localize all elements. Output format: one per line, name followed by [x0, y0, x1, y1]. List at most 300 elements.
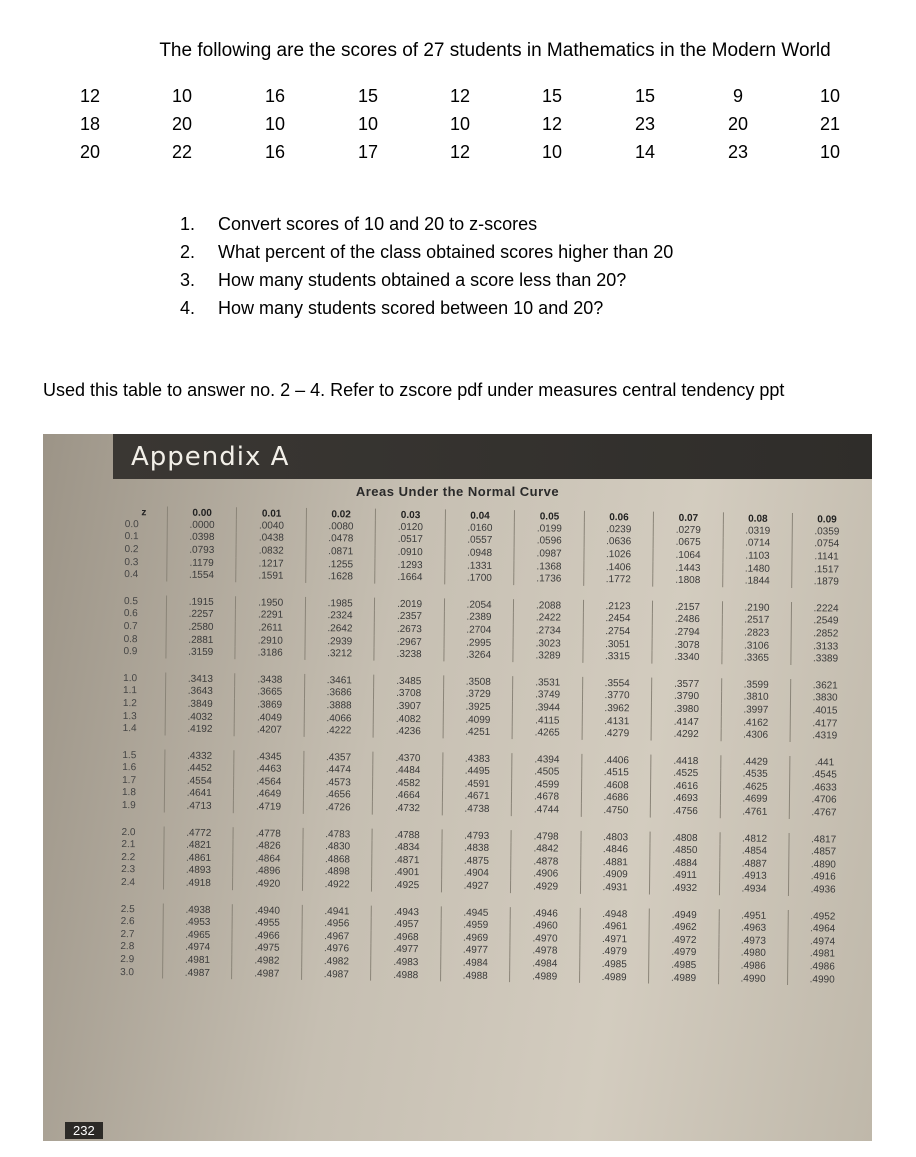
area-cell: .4896 [233, 865, 303, 878]
area-cell: .3186 [235, 647, 305, 660]
area-cell: .3708 [374, 687, 444, 700]
area-cell: .4938 [163, 903, 233, 916]
area-cell: .4982 [302, 955, 372, 968]
area-cell: .4177 [790, 717, 858, 730]
area-cell: .1406 [584, 561, 654, 574]
area-cell: .0793 [167, 544, 237, 557]
area-cell: .4983 [371, 956, 441, 969]
area-cell: .3212 [305, 647, 375, 660]
score-cell: 20 [727, 114, 749, 134]
area-cell: .1517 [792, 563, 860, 576]
z-value-cell: 2.8 [120, 941, 135, 953]
area-cell: .4162 [721, 716, 791, 729]
area-cell: .0279 [653, 524, 723, 537]
area-cell: .0754 [792, 538, 860, 551]
area-cell: .0319 [723, 524, 793, 537]
area-cell: .4988 [440, 969, 510, 982]
area-cell: .4495 [443, 765, 513, 778]
area-cell: .4962 [649, 921, 719, 934]
area-cell: .4987 [301, 968, 371, 981]
area-cell: .3238 [374, 648, 444, 661]
area-cell: .4975 [232, 942, 302, 955]
area-cell: .1331 [445, 559, 515, 572]
z-value-cell: 1.9 [121, 800, 136, 812]
area-cell: .4732 [373, 802, 443, 815]
area-cell: .2939 [305, 635, 375, 648]
score-cell: 12 [541, 114, 563, 134]
area-cell: .4922 [302, 878, 372, 891]
area-cell: .4931 [580, 881, 650, 894]
area-cell: .3869 [235, 698, 305, 711]
area-cell: .4826 [233, 840, 303, 853]
area-cell: .4798 [511, 830, 581, 843]
area-cell: .4973 [719, 934, 789, 947]
area-cell: .4984 [510, 957, 580, 970]
area-cell: .4985 [649, 959, 719, 972]
area-cell: .1591 [236, 570, 306, 583]
area-cell: .3980 [652, 703, 722, 716]
question-text: Convert scores of 10 and 20 to z-scores [218, 214, 538, 234]
area-cell: .4971 [580, 933, 650, 946]
score-cell: 10 [819, 86, 841, 106]
z-value-cell: 2.9 [120, 954, 135, 966]
area-cell: .4966 [232, 929, 302, 942]
area-cell: .3849 [165, 698, 235, 711]
area-cell: .4582 [373, 777, 443, 790]
score-cell: 18 [79, 114, 101, 134]
area-cell: .4956 [302, 917, 372, 930]
z-value-cell: 1.7 [122, 774, 137, 787]
area-cell: .4474 [304, 763, 374, 776]
area-cell: .2910 [236, 634, 306, 647]
area-cell: .4913 [719, 870, 789, 883]
scores-grid [0, 86, 916, 170]
area-cell: .2357 [375, 610, 445, 623]
score-cell: 15 [634, 86, 656, 106]
area-cell: .4943 [372, 905, 442, 918]
area-cell: .4032 [165, 710, 235, 723]
score-cell: 15 [541, 86, 563, 106]
area-cell: .2422 [514, 612, 584, 625]
z-value-cell: 2.6 [120, 916, 135, 928]
area-cell: .4332 [165, 749, 235, 762]
area-cell: .1808 [653, 574, 723, 587]
area-cell: .4951 [719, 909, 789, 922]
area-cell: .4904 [441, 867, 511, 880]
area-cell: .2486 [653, 613, 723, 626]
area-cell: .1700 [445, 572, 515, 585]
area-cell: .4941 [302, 905, 372, 918]
area-cell: .4838 [442, 842, 512, 855]
area-cell: .2704 [444, 624, 514, 637]
score-row [0, 86, 916, 114]
area-cell: .4887 [719, 857, 789, 870]
area-cell: .4936 [789, 883, 857, 896]
area-cell: .3023 [513, 637, 583, 650]
area-cell: .4066 [304, 712, 374, 725]
z-value-cell: 1.1 [123, 685, 138, 697]
area-cell: .3888 [304, 699, 374, 712]
area-cell: .4049 [235, 711, 305, 724]
score-cell: 14 [634, 142, 656, 162]
area-cell: .3159 [166, 646, 236, 659]
z-value-cell: 2.2 [121, 851, 136, 864]
area-cell: .4265 [512, 726, 582, 739]
area-cell: .4861 [164, 852, 234, 865]
z-value-cell: 0.7 [123, 620, 138, 633]
question-text: How many students obtained a score less than 20? [218, 270, 627, 290]
area-cell: .4656 [303, 789, 373, 802]
area-cell: .1772 [584, 573, 654, 586]
area-cell: .4976 [302, 943, 372, 956]
score-cell: 12 [449, 86, 471, 106]
area-cell: .4990 [718, 972, 788, 985]
area-cell: .3997 [721, 703, 791, 716]
question-number: 1. [180, 214, 196, 234]
table-header-cell: 0.02 [306, 508, 376, 521]
z-value-cell: 2.0 [121, 826, 136, 838]
area-cell: .4967 [302, 930, 372, 943]
area-cell: .4772 [164, 826, 234, 839]
area-cell: .4406 [582, 754, 652, 767]
area-cell: .1480 [723, 562, 793, 575]
table-caption: Areas Under the Normal Curve [355, 484, 560, 499]
area-cell: .1293 [375, 558, 445, 571]
score-cell: 10 [449, 114, 471, 134]
score-row [0, 114, 916, 142]
area-cell: .4982 [232, 954, 302, 967]
score-cell: 10 [357, 114, 379, 134]
area-cell: .4901 [372, 866, 442, 879]
area-cell: .0714 [723, 537, 793, 550]
score-cell: 23 [634, 114, 656, 134]
area-cell: .4881 [581, 856, 651, 869]
area-cell: .4927 [441, 880, 511, 893]
area-cell: .0000 [167, 518, 237, 531]
area-cell: .4738 [442, 803, 512, 816]
area-cell: .4980 [719, 947, 789, 960]
area-cell: .1103 [723, 549, 793, 562]
area-cell: .3729 [443, 688, 513, 701]
area-cell: .4977 [371, 943, 441, 956]
z-value-cell: 0.1 [124, 531, 139, 543]
area-cell: .4783 [303, 828, 373, 841]
area-cell: .2157 [653, 601, 723, 614]
z-value-cell: 1.8 [121, 787, 136, 799]
table-header-cell: 0.03 [376, 509, 446, 522]
score-cell: 20 [171, 114, 193, 134]
area-cell: .2324 [305, 609, 375, 622]
area-cell: .4987 [163, 966, 233, 979]
area-cell: .4345 [234, 750, 304, 763]
area-cell: .0160 [445, 521, 515, 534]
score-cell: 16 [264, 142, 286, 162]
area-cell: .0359 [792, 525, 860, 538]
z-value-cell: 3.0 [120, 966, 135, 978]
area-cell: .4981 [163, 954, 233, 967]
area-cell: .4970 [510, 932, 580, 945]
area-cell: .4959 [441, 919, 511, 932]
area-cell: .4251 [443, 726, 513, 739]
instruction-note: Used this table to answer no. 2 – 4. Refer to zscore pdf under measures central tendency ppt [43, 380, 785, 400]
area-cell: .4279 [582, 727, 652, 740]
area-cell: .4744 [512, 803, 582, 816]
area-cell: .4934 [719, 883, 789, 896]
question-item [180, 210, 673, 238]
area-cell: .4953 [163, 916, 233, 929]
area-cell: .4854 [720, 845, 790, 858]
area-cell: .4955 [233, 917, 303, 930]
question-number: 4. [180, 298, 196, 318]
area-cell: .3554 [582, 677, 652, 690]
z-value-cell: 2.4 [120, 877, 136, 889]
area-cell: .4893 [164, 864, 234, 877]
area-cell: .1179 [167, 556, 237, 569]
area-cell: .4515 [581, 766, 651, 779]
area-cell: .4599 [512, 778, 582, 791]
score-cell: 17 [357, 142, 379, 162]
area-cell: .4972 [649, 934, 719, 947]
area-cell: .3686 [304, 686, 374, 699]
area-cell: .4945 [441, 906, 511, 919]
area-cell: .3770 [582, 689, 652, 702]
area-cell: .4383 [443, 752, 513, 765]
score-cell: 12 [449, 142, 471, 162]
area-cell: .2190 [722, 601, 792, 614]
area-cell: .2967 [374, 635, 444, 648]
area-cell: .2088 [514, 599, 584, 612]
area-cell: .3810 [721, 691, 791, 704]
score-cell: 21 [819, 114, 841, 134]
area-cell: .2454 [583, 612, 653, 625]
z-value-cell: 0.6 [123, 608, 138, 620]
area-cell: .4968 [371, 931, 441, 944]
area-cell: .4236 [373, 725, 443, 738]
area-cell: .4875 [442, 854, 512, 867]
area-cell: .4649 [234, 788, 304, 801]
area-cell: .0040 [237, 519, 307, 532]
area-cell: .0199 [515, 522, 585, 535]
area-cell: .4793 [442, 829, 512, 842]
area-cell: .4984 [441, 957, 511, 970]
area-cell: .4850 [650, 844, 720, 857]
table-header-cell: 0.04 [445, 509, 515, 522]
area-cell: .4726 [303, 801, 373, 814]
score-cell: 22 [171, 142, 193, 162]
area-cell: .0636 [584, 535, 654, 548]
area-cell: .3599 [721, 678, 791, 691]
area-cell: .2642 [305, 622, 375, 635]
area-cell: .4418 [651, 754, 721, 767]
area-cell: .4767 [789, 806, 857, 819]
area-cell: .2054 [444, 598, 514, 611]
page-number: 232 [65, 1122, 103, 1139]
area-cell: .0120 [376, 521, 446, 534]
area-cell: .3749 [513, 689, 583, 702]
area-cell: .4979 [580, 945, 650, 958]
area-cell: .1844 [722, 575, 792, 588]
z-value-cell: 0.5 [123, 595, 138, 607]
area-cell: .4961 [580, 920, 650, 933]
area-cell: .1664 [375, 571, 445, 584]
area-cell: .4706 [790, 794, 858, 807]
area-cell: .4591 [442, 777, 512, 790]
score-cell: 9 [732, 86, 743, 106]
question-number: 2. [180, 242, 196, 262]
score-cell: 16 [264, 86, 286, 106]
area-cell: .4929 [511, 880, 581, 893]
area-cell: .2995 [444, 636, 514, 649]
area-cell: .1064 [653, 549, 723, 562]
area-cell: .4969 [441, 931, 511, 944]
area-cell: .0478 [306, 533, 376, 546]
area-cell: .4957 [371, 918, 441, 931]
area-cell: .4952 [788, 910, 856, 923]
area-cell: .3106 [722, 639, 792, 652]
table-header-cell: z [141, 506, 147, 518]
area-cell: .3577 [652, 678, 722, 691]
area-cell: .3264 [444, 649, 514, 662]
score-cell: 12 [79, 86, 101, 106]
table-header-cell: 0.08 [723, 512, 793, 525]
area-cell: .4987 [232, 967, 302, 980]
area-cell: .2611 [236, 621, 306, 634]
area-cell: .2754 [583, 625, 653, 638]
question-text: How many students scored between 10 and 20? [218, 298, 604, 318]
area-cell: .0438 [237, 532, 307, 545]
area-cell: .4964 [788, 922, 856, 935]
area-cell: .4633 [790, 781, 858, 794]
area-cell: .2257 [166, 608, 236, 621]
area-cell: .4131 [582, 715, 652, 728]
area-cell: .4564 [234, 775, 304, 788]
area-cell: .4834 [372, 841, 442, 854]
area-cell: .4949 [649, 908, 719, 921]
z-value-cell: 2.7 [120, 928, 135, 940]
area-cell: .4890 [789, 858, 857, 871]
area-cell: .4678 [512, 791, 582, 804]
score-cell: 23 [727, 142, 749, 162]
area-cell: .4803 [581, 831, 651, 844]
area-cell: .4357 [304, 751, 374, 764]
area-cell: .4906 [511, 868, 581, 881]
area-cell: .4846 [581, 843, 651, 856]
area-cell: .0987 [514, 547, 584, 560]
area-cell: .441 [790, 756, 858, 769]
area-cell: .4306 [721, 729, 791, 742]
area-cell: .4370 [373, 752, 443, 765]
area-cell: .3133 [791, 640, 859, 653]
area-cell: .3413 [166, 672, 236, 685]
area-cell: .4699 [720, 793, 790, 806]
area-cell: .3621 [791, 679, 859, 692]
score-cell: 20 [79, 142, 101, 162]
z-value-cell: 1.5 [122, 749, 137, 761]
area-cell: .1554 [167, 569, 237, 582]
area-cell: .4932 [650, 882, 720, 895]
area-cell: .4713 [164, 800, 234, 813]
area-cell: .4878 [511, 855, 581, 868]
area-cell: .1915 [166, 595, 236, 608]
area-cell: .4625 [720, 780, 790, 793]
area-cell: .2881 [166, 633, 236, 646]
area-cell: .4990 [788, 973, 856, 986]
z-value-cell: 0.8 [123, 633, 138, 645]
z-value-cell: 2.3 [121, 864, 136, 876]
area-cell: .4429 [721, 755, 791, 768]
area-cell: .3962 [582, 702, 652, 715]
area-cell: .3643 [165, 685, 235, 698]
area-cell: .1879 [792, 575, 860, 588]
area-cell: .4857 [789, 845, 857, 858]
area-cell: .2580 [166, 621, 236, 634]
area-cell: .1736 [514, 572, 584, 585]
question-item [180, 238, 673, 266]
area-cell: .4147 [651, 715, 721, 728]
area-cell: .4974 [163, 941, 233, 954]
area-cell: .3531 [513, 676, 583, 689]
area-cell: .3365 [722, 652, 792, 665]
area-cell: .4871 [372, 854, 442, 867]
area-cell: .4554 [165, 775, 235, 788]
area-cell: .4452 [165, 762, 235, 775]
area-cell: .4608 [581, 779, 651, 792]
area-cell: .4292 [651, 728, 721, 741]
area-cell: .4920 [233, 877, 303, 890]
area-cell: .4778 [233, 827, 303, 840]
area-cell: .2123 [583, 600, 653, 613]
area-cell: .4484 [373, 764, 443, 777]
area-cell: .2549 [791, 615, 859, 628]
area-cell: .4821 [164, 839, 234, 852]
area-cell: .4686 [581, 792, 651, 805]
area-cell: .4979 [649, 946, 719, 959]
questions-list [180, 210, 673, 322]
area-cell: .4319 [790, 729, 858, 742]
area-cell: .4545 [790, 769, 858, 782]
area-cell: .4693 [651, 792, 721, 805]
area-cell: .1141 [792, 550, 860, 563]
area-cell: .1217 [236, 557, 306, 570]
area-cell: .4974 [788, 935, 856, 948]
area-cell: .3438 [235, 673, 305, 686]
area-cell: .0557 [445, 534, 515, 547]
area-cell: .4925 [372, 879, 442, 892]
area-cell: .3051 [583, 638, 653, 651]
area-cell: .0832 [236, 544, 306, 557]
area-cell: .3944 [513, 701, 583, 714]
area-cell: .4812 [720, 832, 790, 845]
area-cell: .3315 [583, 650, 653, 663]
appendix-banner [113, 434, 872, 479]
area-cell: .1443 [653, 561, 723, 574]
area-cell: .4884 [650, 857, 720, 870]
table-header-cell: 0.09 [793, 513, 861, 526]
score-cell: 10 [819, 142, 841, 162]
normal-table-photo [43, 434, 872, 1141]
area-cell: .4940 [233, 904, 303, 917]
area-cell: .1026 [584, 548, 654, 561]
area-cell: .3078 [652, 638, 722, 651]
z-value-cell: 1.3 [122, 710, 137, 722]
area-cell: .4641 [164, 787, 234, 800]
area-cell: .4986 [718, 960, 788, 973]
z-value-cell: 0.9 [123, 646, 138, 658]
area-cell: .0596 [514, 535, 584, 548]
area-cell: .1628 [306, 570, 376, 583]
area-cell: .1950 [236, 596, 306, 609]
area-cell: .0675 [653, 536, 723, 549]
